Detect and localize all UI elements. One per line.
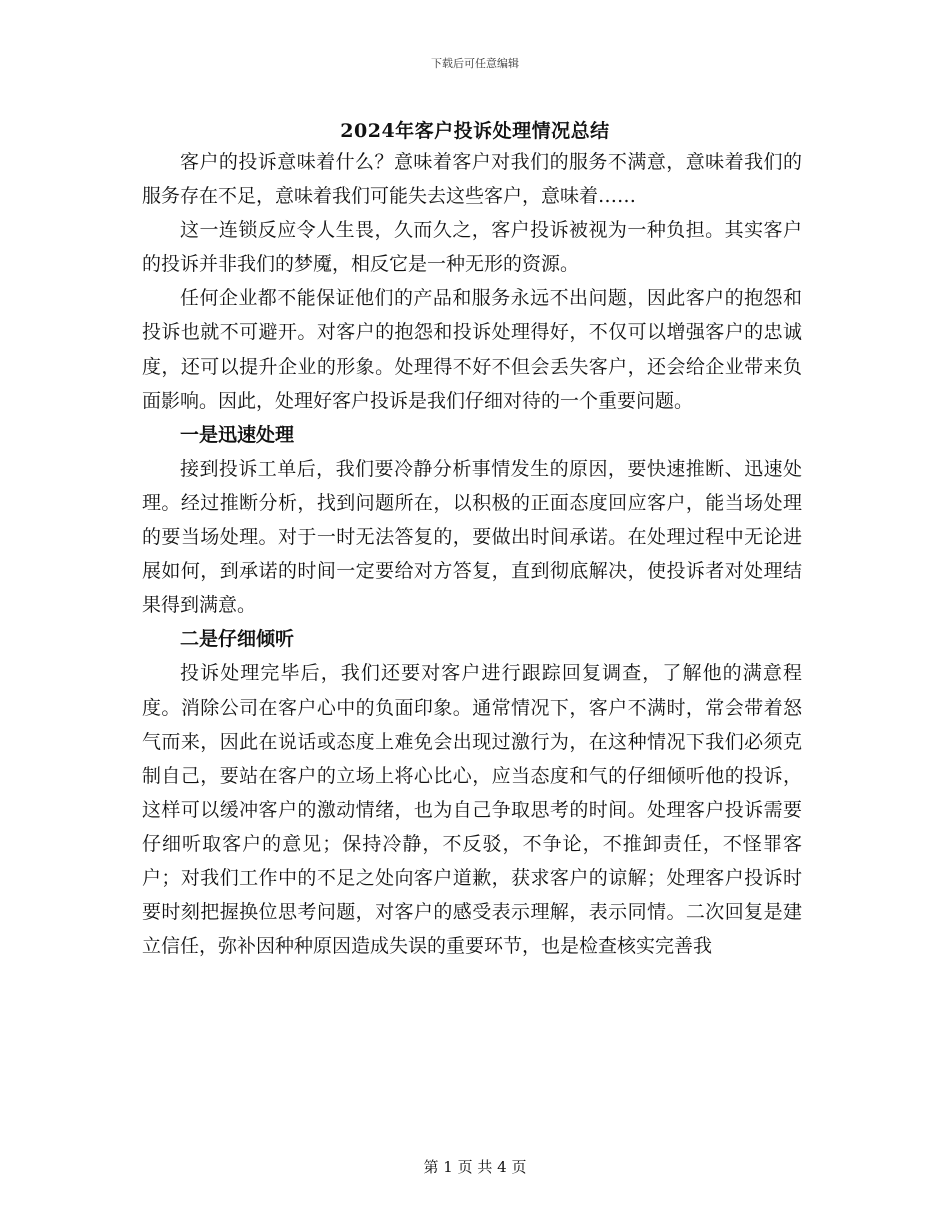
paragraph-intro-1: 客户的投诉意味着什么？意味着客户对我们的服务不满意，意味着我们的服务存在不足，意味着我们可能失去这些客户，意味着…… [142,151,802,208]
paragraph-quick-handling: 接到投诉工单后，我们要冷静分析事情发生的原因，要快速推断、迅速处理。经过推断分析，找到问题所在，以积极的正面态度回应客户，能当场处理的要当场处理。对于一时无法答复的，要做出时间承诺。在处理过程中无论进展如何，到承诺的时间一定要给对方答复，直到彻底解决，使投诉者对处理结果得到满意。 [142,457,802,617]
page-number-footer: 第 1 页 共 4 页 [423,1158,527,1176]
paragraph-intro-2: 这一连锁反应令人生畏，久而久之，客户投诉被视为一种负担。其实客户的投诉并非我们的梦魇，相反它是一种无形的资源。 [142,219,802,276]
document-body [142,145,802,963]
document-title: 2024年客户投诉处理情况总结 [340,120,610,142]
section-heading-quick-handling: 一是迅速处理 [180,423,295,446]
paragraph-careful-listening: 投诉处理完毕后，我们还要对客户进行跟踪回复调查，了解他的满意程度。消除公司在客户心中的负面印象。通常情况下，客户不满时，常会带着怒气而来，因此在说话或态度上难免会出现过激行为，在这种情况下我们必须克制自己，要站在客户的立场上将心比心，应当态度和气的仔细倾听他的投诉，这样可以缓冲客户的激动情绪，也为自己争取思考的时间。处理客户投诉需要仔细听取客户的意见；保持冷静，不反驳，不争论，不推卸责任，不怪罪客户；对我们工作中的不足之处向客户道歉，获求客户的谅解；处理客户投诉时要时刻把握换位思考问题，对客户的感受表示理解，表示同情。二次回复是建立信任，弥补因种种原因造成失误的重要环节，也是检查核实完善我 [142,662,802,958]
section-heading-careful-listening: 二是仔细倾听 [180,628,295,651]
page-header-note: 下载后可任意编辑 [431,57,519,70]
paragraph-intro-3: 任何企业都不能保证他们的产品和服务永远不出问题，因此客户的抱怨和投诉也就不可避开。对客户的抱怨和投诉处理得好，不仅可以增强客户的忠诚度，还可以提升企业的形象。处理得不好不但会丢失客户，还会给企业带来负面影响。因此，处理好客户投诉是我们仔细对待的一个重要问题。 [142,287,802,412]
